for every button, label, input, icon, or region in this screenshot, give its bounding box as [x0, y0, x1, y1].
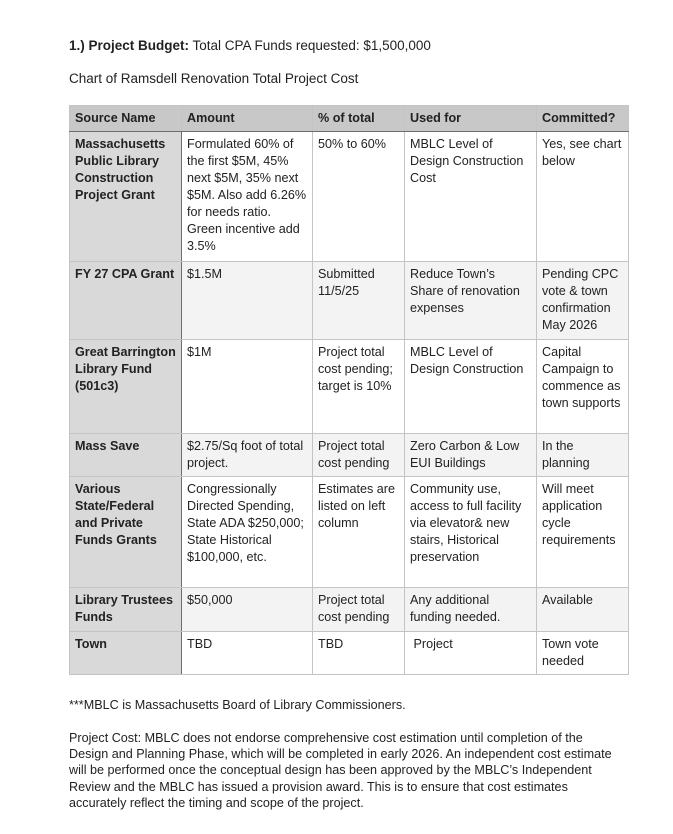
table-row	[70, 477, 629, 588]
chart-title: Chart of Ramsdell Renovation Total Project Cost	[69, 71, 359, 86]
committed-cell: Town vote needed	[537, 632, 629, 675]
used-for-cell: MBLC Level of Design Construction	[405, 340, 537, 434]
amount-cell: $1.5M	[182, 262, 313, 340]
mblc-footnote: ***MBLC is Massachusetts Board of Library Commissioners.	[69, 698, 406, 712]
used-for-cell: Any additional funding needed.	[405, 588, 537, 632]
section-heading	[69, 37, 431, 55]
source-name-cell: Various State/Federal and Private Funds Grants	[70, 477, 182, 588]
table-header-row	[70, 106, 629, 132]
table-row	[70, 132, 629, 262]
percent-cell: Project total cost pending	[313, 588, 405, 632]
source-name-cell: Massachusetts Public Library Construction Project Grant	[70, 132, 182, 262]
section-heading-text: Total CPA Funds requested: $1,500,000	[189, 38, 431, 53]
percent-cell: Project total cost pending	[313, 434, 405, 477]
project-cost-table	[69, 105, 629, 675]
committed-cell: Available	[537, 588, 629, 632]
used-for-cell: Zero Carbon & Low EUI Buildings	[405, 434, 537, 477]
amount-cell: Formulated 60% of the first $5M, 45% next $5M, 35% next $5M. Also add 6.26% for needs ratio. Green incentive add 3.5%	[182, 132, 313, 262]
amount-cell: $2.75/Sq foot of total project.	[182, 434, 313, 477]
amount-cell: $50,000	[182, 588, 313, 632]
column-header-amount: Amount	[182, 106, 313, 132]
committed-cell: Will meet application cycle requirements	[537, 477, 629, 588]
table-row	[70, 588, 629, 632]
committed-cell: Yes, see chart below	[537, 132, 629, 262]
committed-cell: In the planning	[537, 434, 629, 477]
column-header-percent-of-total: % of total	[313, 106, 405, 132]
percent-cell: TBD	[313, 632, 405, 675]
percent-cell: Estimates are listed on left column	[313, 477, 405, 588]
used-for-cell: Project	[405, 632, 537, 675]
amount-cell: Congressionally Directed Spending, State ADA $250,000; State Historical $100,000, etc.	[182, 477, 313, 588]
committed-cell: Pending CPC vote & town confirmation May 2026	[537, 262, 629, 340]
amount-cell: $1M	[182, 340, 313, 434]
table-row	[70, 340, 629, 434]
column-header-committed: Committed?	[537, 106, 629, 132]
table-row	[70, 632, 629, 675]
percent-cell: Project total cost pending; target is 10%	[313, 340, 405, 434]
percent-cell: Submitted 11/5/25	[313, 262, 405, 340]
used-for-cell: MBLC Level of Design Construction Cost	[405, 132, 537, 262]
used-for-cell: Reduce Town’s Share of renovation expenses	[405, 262, 537, 340]
source-name-cell: Great Barrington Library Fund (501c3)	[70, 340, 182, 434]
amount-cell: TBD	[182, 632, 313, 675]
table-row	[70, 434, 629, 477]
used-for-cell: Community use, access to full facility via elevator& new stairs, Historical preservation	[405, 477, 537, 588]
source-name-cell: Mass Save	[70, 434, 182, 477]
table-row	[70, 262, 629, 340]
source-name-cell: Town	[70, 632, 182, 675]
column-header-used-for: Used for	[405, 106, 537, 132]
source-name-cell: FY 27 CPA Grant	[70, 262, 182, 340]
committed-cell: Capital Campaign to commence as town supports	[537, 340, 629, 434]
column-header-source-name: Source Name	[70, 106, 182, 132]
percent-cell: 50% to 60%	[313, 132, 405, 262]
project-cost-paragraph: Project Cost: MBLC does not endorse comprehensive cost estimation until completion of the Design and Planning Phase, which will be completed in early 2026. An independent cost estimate will be performed once the conceptual design has been approved by the MBLC’s Independent Review and the MBLC has issued a provision award. This is to ensure that cost estimates accurately reflect the timing and scope of the project.	[69, 731, 612, 810]
source-name-cell: Library Trustees Funds	[70, 588, 182, 632]
section-heading-label: 1.) Project Budget:	[69, 38, 190, 53]
